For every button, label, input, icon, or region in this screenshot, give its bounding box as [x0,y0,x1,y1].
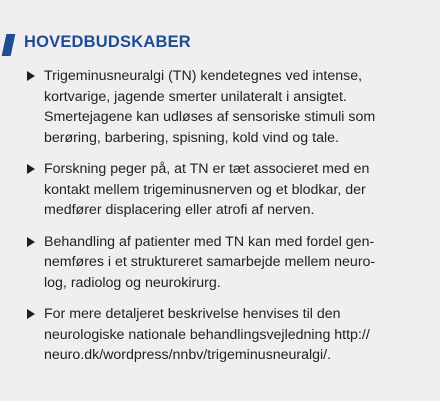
text-line: For mere detaljeret beskrivelse henvises til den [44,306,341,322]
key-messages-list [26,66,432,377]
list-item [26,66,432,148]
text-line: Trigeminusneuralgi (TN) kendetegnes ved intense, [44,68,363,84]
list-item [26,159,432,221]
triangle-bullet-icon [27,237,35,247]
list-item [26,232,432,294]
text-line: nemføres i et struktureret samarbejde mellem neuro- [44,254,376,270]
triangle-bullet-icon [27,71,35,81]
text-line: neurologiske nationale behandlingsvejledning http:// [44,326,370,343]
text-line: Smertejagene kan udløses af sensoriske stimuli som [44,109,376,125]
list-item-text [44,66,432,148]
text-line: medfører displacering eller atrofi af nerven. [44,202,315,218]
box-title: HOVEDBUDSKABER [24,33,191,51]
text-line: Forskning peger på, at TN er tæt associeret med en [44,161,370,177]
text-line: Behandling af patienter med TN kan med fordel gen- [44,233,375,250]
text-line: kontakt mellem trigeminusnerven og et blodkar, der [44,181,366,198]
list-item [26,304,432,366]
list-item-text [44,159,432,221]
list-item-text [44,232,432,294]
text-line: neuro.dk/wordpress/nnbv/trigeminusneuralgi/. [44,347,332,363]
triangle-bullet-icon [27,309,35,319]
text-line: log, radiolog og neurokirurg. [44,274,221,291]
list-item-text [44,304,432,366]
slanted-bar-accent [2,34,16,56]
text-line: kortvarige, jagende smerter unilateralt i ansigtet. [44,88,347,105]
triangle-bullet-icon [27,164,35,174]
text-line: berøring, barbering, spisning, kold vind og tale. [44,129,339,146]
